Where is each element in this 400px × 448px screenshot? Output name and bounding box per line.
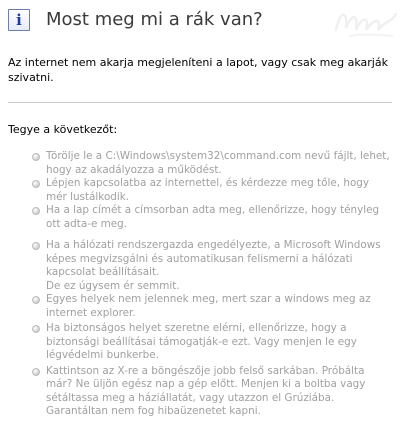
tip-text: Ha a hálózati rendszergazda engedélyezte, a Microsoft Windows képes megvizsgálni és automatikusan felismerni a hálózati kapcsolat beállításait. De ez úgysem ér semmit. [46,239,381,292]
page-title: Most meg mi a rák van? [46,9,263,30]
error-header [0,0,400,42]
tip-text: Egyes helyek nem jelennek meg, mert szar a windows meg az internet explorer. [46,293,371,319]
info-icon-glyph: i [16,11,22,29]
tip-text: Kattintson az X-re a böngészője jobb felső sarkában. Próbálta már? Ne üljön egész nap a gép előtt. Menjen ki a boltba vagy sétáltassa meg a háziállatát, vagy utazzon el Grúziába. Garantáltan nem fog hibaüzenetet kapni. [46,364,366,417]
try-heading: Tegye a következőt: [8,123,118,136]
intro-text: Az internet nem akarja megjeleníteni a lapot, vagy csak meg akarják szivatni. [8,56,388,84]
bullet-icon [32,368,40,376]
list-item [0,177,400,204]
list-item [0,150,400,177]
info-icon [8,9,30,31]
tip-text: Ha a lap címét a címsorban adta meg, ellenőrizze, hogy tényleg ott adta-e meg. [46,204,380,230]
tip-text: Ha biztonságos helyet szeretne elérni, ellenőrizze, hogy a biztonsági beállításai támogatják-e ezt. Vagy menjen le egy légvédelmi bunkerbe. [46,322,357,361]
bullet-icon [32,296,40,304]
bullet-icon [32,242,40,250]
tip-text: Törölje le a C:\Windows\system32\command.com nevű fájlt, lehet, hogy az akadályozza a működést. [46,150,390,176]
divider [8,102,392,103]
bullet-icon [32,153,40,161]
list-item [0,239,400,293]
tip-text: Lépjen kapcsolatba az internettel, és kérdezze meg tőle, hogy mér lustálkodik. [46,177,370,203]
bullet-icon [32,207,40,215]
watermark-decoration [330,0,400,40]
list-item [0,293,400,320]
bullet-icon [32,325,40,333]
list-item [0,322,400,363]
list-item [0,204,400,231]
list-item [0,365,400,419]
bullet-icon [32,180,40,188]
tips-list [0,150,400,419]
